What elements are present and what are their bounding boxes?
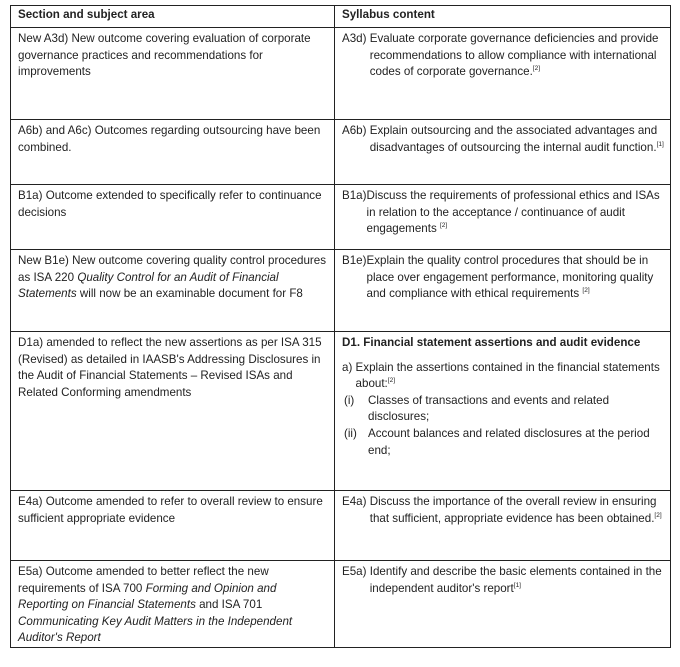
document-title: Forming and Opinion and Reporting on Financial Statements [18, 581, 277, 612]
syllabus-cell [335, 561, 671, 648]
section-cell: New A3d) New outcome covering evaluation of corporate governance practices and recommendations for improvements [11, 28, 335, 120]
outcome-text: Discuss the requirements of professional ethics and ISAs in relation to the acceptance / continuance of audit engagements [366, 189, 660, 236]
section-heading: D1. Financial statement assertions and audit evidence [342, 336, 641, 349]
level-ref: [2] [582, 287, 590, 295]
outcome-code: A6b) [342, 124, 367, 137]
section-cell: E5a) Outcome amended to better reflect the new requirements of ISA 700 Forming and Opinion and Reporting on Financial Statements and ISA 701 Communicating Key Audit Matters in the Independent Auditor's Report [11, 561, 335, 648]
outcome-code: A3d) [342, 32, 367, 45]
syllabus-cell [335, 185, 671, 250]
outcome-text: Explain outsourcing and the associated advantages and disadvantages of outsourcing the internal audit function. [369, 124, 658, 154]
header-syllabus: Syllabus content [335, 6, 671, 28]
outcome-code: E4a) [342, 495, 367, 508]
document-title: Communicating Key Audit Matters in the Independent Auditor's Report [18, 614, 293, 645]
level-ref: [2] [532, 65, 541, 73]
header-row [11, 6, 671, 28]
table-row [11, 185, 671, 250]
level-ref: [1] [513, 581, 521, 589]
document-title: Quality Control for an Audit of Financial Statements [18, 270, 279, 301]
table-row [11, 120, 671, 185]
outcome-code: a) [342, 360, 353, 374]
table-row [11, 561, 671, 648]
sub-item: (i) Classes of transactions and events and related disclosures; [344, 393, 610, 424]
level-ref: [1] [656, 140, 664, 148]
syllabus-cell [335, 120, 671, 185]
outcome-code: B1e) [342, 254, 367, 267]
outcome-code: E5a) [342, 565, 367, 578]
section-cell: A6b) and A6c) Outcomes regarding outsourcing have been combined. [11, 120, 335, 185]
level-ref: [2] [387, 377, 396, 385]
syllabus-cell [335, 28, 671, 120]
sub-item: (ii) Account balances and related disclosures at the period end; [344, 426, 650, 457]
section-cell: New B1e) New outcome covering quality control procedures as ISA 220 Quality Control for an Audit of Financial Statements will now be an examinable document for F8 [11, 250, 335, 332]
section-cell: E4a) Outcome amended to refer to overall review to ensure sufficient appropriate evidence [11, 491, 335, 561]
level-ref: [2] [654, 511, 662, 519]
level-ref: [2] [440, 222, 448, 230]
outcome-text: Explain the quality control procedures that should be in place over engagement performance, monitoring quality and compliance with ethical requirements [366, 254, 654, 301]
outcome-text: Explain the assertions contained in the financial statements about: [355, 360, 660, 391]
section-cell: B1a) Outcome extended to specifically refer to continuance decisions [11, 185, 335, 250]
table-row [11, 332, 671, 491]
table-row [11, 491, 671, 561]
syllabus-cell [335, 491, 671, 561]
section-cell: D1a) amended to reflect the new assertions as per ISA 315 (Revised) as detailed in IAASB's Addressing Disclosures in the Audit of Financial Statements – Revised ISAs and Related Conforming amendments [11, 332, 335, 491]
outcome-text: Discuss the importance of the overall review in ensuring that sufficient, appropriate evidence has been obtained. [369, 495, 657, 525]
outcome-text: Evaluate corporate governance deficiencies and provide recommendations to allow compliance with international codes of corporate governance. [369, 32, 659, 79]
syllabus-changes-table [10, 5, 671, 648]
table-row [11, 250, 671, 332]
table-row [11, 28, 671, 120]
outcome-text: Identify and describe the basic elements contained in the independent auditor's report [369, 565, 662, 595]
syllabus-cell [335, 332, 671, 491]
header-section: Section and subject area [11, 6, 335, 28]
outcome-code: B1a) [342, 189, 367, 202]
syllabus-cell [335, 250, 671, 332]
